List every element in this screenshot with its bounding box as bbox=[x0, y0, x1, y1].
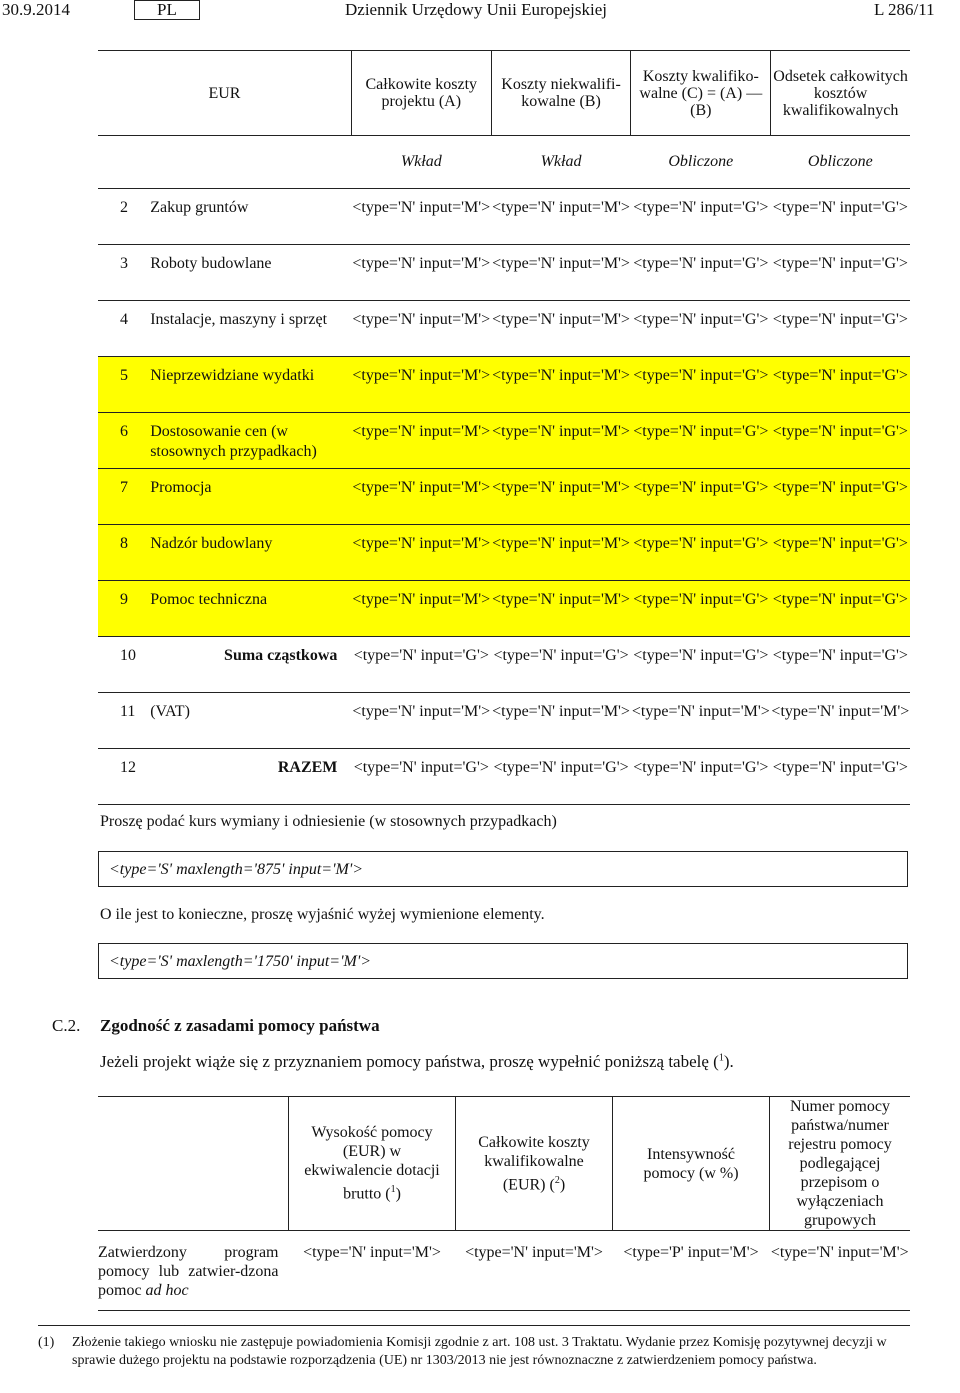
header-total-eligible: Całkowite koszty kwalifikowalne (EUR) ($^2$) bbox=[456, 1097, 613, 1231]
input-spec-cell[interactable]: <type='N' input='M'> bbox=[351, 357, 491, 413]
table-row bbox=[98, 749, 910, 805]
input-spec-cell[interactable]: <type='N' input='G'> bbox=[771, 413, 910, 469]
row-label: RAZEM bbox=[136, 749, 351, 805]
row-label: Nadzór budowlany bbox=[136, 525, 351, 581]
row-label: Roboty budowlane bbox=[136, 245, 351, 301]
input-spec-cell[interactable]: <type='N' input='M'> bbox=[491, 413, 631, 469]
costs-table bbox=[98, 50, 910, 805]
table-row bbox=[98, 581, 910, 637]
table-row bbox=[98, 469, 910, 525]
row-label: Zatwierdzony program pomocy lub zatwier-dzona pomoc ad hoc bbox=[98, 1231, 289, 1311]
table-row bbox=[98, 693, 910, 749]
table-row bbox=[98, 525, 910, 581]
state-aid-instruction: Jeżeli projekt wiąże się z przyznaniem pomocy państwa, proszę wypełnić poniższą tabelę ($^1$). bbox=[100, 1052, 734, 1071]
aid-intensity-field[interactable]: <type='P' input='M'> bbox=[613, 1231, 770, 1311]
row-number: 9 bbox=[98, 581, 136, 637]
input-spec-cell[interactable]: <type='N' input='G'> bbox=[631, 525, 771, 581]
header-eur: EUR bbox=[98, 51, 351, 136]
input-spec-cell[interactable]: <type='N' input='M'> bbox=[351, 301, 491, 357]
row-label: Dostosowanie cen (w stosownych przypadkach) bbox=[136, 413, 351, 469]
row-number: 12 bbox=[98, 749, 136, 805]
header-non-eligible: Koszty niekwalifi-kowalne (B) bbox=[491, 51, 631, 136]
footnote-mark: (1) bbox=[38, 1335, 55, 1350]
input-spec-cell[interactable]: <type='N' input='G'> bbox=[631, 301, 771, 357]
explanation-field[interactable]: <type='S' maxlength='1750' input='M'> bbox=[98, 943, 908, 979]
input-spec-cell[interactable]: <type='N' input='G'> bbox=[771, 301, 910, 357]
subheader-cell: Wkład bbox=[351, 136, 491, 189]
input-spec-cell[interactable]: <type='N' input='M'> bbox=[491, 469, 631, 525]
costs-table-subheader bbox=[98, 136, 910, 189]
explanation-prompt: O ile jest to konieczne, proszę wyjaśnić wyżej wymienione elementy. bbox=[100, 906, 545, 923]
input-spec-cell[interactable]: <type='N' input='M'> bbox=[351, 245, 491, 301]
input-spec-cell[interactable]: <type='N' input='G'> bbox=[491, 749, 631, 805]
input-spec-cell[interactable]: <type='N' input='G'> bbox=[631, 469, 771, 525]
input-spec-cell[interactable]: <type='N' input='G'> bbox=[771, 581, 910, 637]
header-eligible: Koszty kwalifiko-walne (C) = (A) — (B) bbox=[631, 51, 771, 136]
costs-table-header bbox=[98, 51, 910, 136]
total-eligible-field[interactable]: <type='N' input='M'> bbox=[456, 1231, 613, 1311]
subheader-cell: Wkład bbox=[491, 136, 631, 189]
header-percentage: Odsetek całkowitych kosztów kwalifikowalnych bbox=[771, 51, 910, 136]
input-spec-cell[interactable]: <type='N' input='M'> bbox=[351, 693, 491, 749]
input-spec-cell[interactable]: <type='N' input='M'> bbox=[491, 301, 631, 357]
table-row bbox=[98, 357, 910, 413]
row-number: 11 bbox=[98, 693, 136, 749]
input-spec-cell[interactable]: <type='N' input='M'> bbox=[491, 357, 631, 413]
input-spec-cell[interactable]: <type='N' input='G'> bbox=[631, 357, 771, 413]
table-row bbox=[98, 413, 910, 469]
input-spec-cell[interactable]: <type='N' input='M'> bbox=[351, 525, 491, 581]
input-spec-cell[interactable]: <type='N' input='G'> bbox=[631, 581, 771, 637]
input-spec-cell[interactable]: <type='N' input='M'> bbox=[491, 525, 631, 581]
row-label: Instalacje, maszyny i sprzęt bbox=[136, 301, 351, 357]
row-number: 8 bbox=[98, 525, 136, 581]
row-label: (VAT) bbox=[136, 693, 351, 749]
row-label: Promocja bbox=[136, 469, 351, 525]
aid-number-field[interactable]: <type='N' input='M'> bbox=[770, 1231, 911, 1311]
state-aid-header bbox=[98, 1097, 910, 1231]
row-label: Nieprzewidziane wydatki bbox=[136, 357, 351, 413]
row-label: Suma cząstkowa bbox=[136, 637, 351, 693]
section-number: C.2. bbox=[52, 1016, 81, 1035]
page-number: L 286/11 bbox=[874, 0, 935, 19]
input-spec-cell[interactable]: <type='N' input='G'> bbox=[351, 637, 491, 693]
header-total-costs: Całkowite koszty projektu (A) bbox=[351, 51, 491, 136]
input-spec-cell[interactable]: <type='N' input='G'> bbox=[771, 189, 910, 245]
header-date: 30.9.2014 bbox=[2, 0, 70, 19]
input-spec-cell[interactable]: <type='N' input='G'> bbox=[771, 469, 910, 525]
state-aid-table bbox=[98, 1096, 910, 1311]
input-spec-cell[interactable]: <type='N' input='M'> bbox=[351, 413, 491, 469]
footnote bbox=[38, 1325, 910, 1370]
row-label: Pomoc techniczna bbox=[136, 581, 351, 637]
aid-amount-field[interactable]: <type='N' input='M'> bbox=[289, 1231, 456, 1311]
input-spec-cell[interactable]: <type='N' input='M'> bbox=[351, 189, 491, 245]
input-spec-cell[interactable]: <type='N' input='G'> bbox=[631, 245, 771, 301]
row-number: 7 bbox=[98, 469, 136, 525]
header-aid-number: Numer pomocy państwa/numer rejestru pomocy podlegającej przepisom o wyłączeniach grupowych bbox=[770, 1097, 911, 1231]
input-spec-cell[interactable]: <type='N' input='M'> bbox=[491, 245, 631, 301]
journal-title: Dziennik Urzędowy Unii Europejskiej bbox=[345, 0, 608, 19]
row-number: 2 bbox=[98, 189, 136, 245]
section-title: Zgodność z zasadami pomocy państwa bbox=[100, 1016, 380, 1035]
row-number: 5 bbox=[98, 357, 136, 413]
table-row bbox=[98, 189, 910, 245]
input-spec-cell[interactable]: <type='N' input='M'> bbox=[351, 469, 491, 525]
input-spec-cell[interactable]: <type='N' input='M'> bbox=[491, 581, 631, 637]
row-label: Zakup gruntów bbox=[136, 189, 351, 245]
input-spec-cell[interactable]: <type='N' input='M'> bbox=[491, 693, 631, 749]
input-spec-cell[interactable]: <type='N' input='G'> bbox=[631, 413, 771, 469]
subheader-cell: Obliczone bbox=[631, 136, 771, 189]
table-row bbox=[98, 245, 910, 301]
header-aid-amount: Wysokość pomocy (EUR) w ekwiwalencie dotacji brutto ($^1$) bbox=[289, 1097, 456, 1231]
row-number: 10 bbox=[98, 637, 136, 693]
subheader-cell: Obliczone bbox=[771, 136, 910, 189]
section-heading bbox=[52, 1016, 380, 1036]
row-number: 4 bbox=[98, 301, 136, 357]
input-spec-cell[interactable]: <type='N' input='M'> bbox=[351, 581, 491, 637]
input-spec-cell[interactable]: <type='N' input='G'> bbox=[771, 749, 910, 805]
input-spec-cell[interactable]: <type='N' input='G'> bbox=[351, 749, 491, 805]
input-spec-cell[interactable]: <type='N' input='G'> bbox=[771, 357, 910, 413]
input-spec-cell[interactable]: <type='N' input='G'> bbox=[491, 637, 631, 693]
header-aid-intensity: Intensywność pomocy (w %) bbox=[613, 1097, 770, 1231]
row-number: 6 bbox=[98, 413, 136, 469]
input-spec-cell[interactable]: <type='N' input='G'> bbox=[771, 637, 910, 693]
exchange-rate-prompt: Proszę podać kurs wymiany i odniesienie (w stosownych przypadkach) bbox=[100, 813, 557, 830]
input-spec-cell[interactable]: <type='N' input='M'> bbox=[771, 693, 910, 749]
input-spec-cell[interactable]: <type='N' input='M'> bbox=[631, 693, 771, 749]
input-spec-cell[interactable]: <type='N' input='G'> bbox=[631, 189, 771, 245]
language-code: PL bbox=[134, 0, 200, 20]
table-row bbox=[98, 637, 910, 693]
state-aid-row bbox=[98, 1231, 910, 1311]
exchange-rate-field[interactable]: <type='S' maxlength='875' input='M'> bbox=[98, 851, 908, 887]
input-spec-cell[interactable]: <type='N' input='G'> bbox=[631, 749, 771, 805]
input-spec-cell[interactable]: <type='N' input='G'> bbox=[631, 637, 771, 693]
footnote-text: Złożenie takiego wniosku nie zastępuje powiadomienia Komisji zgodnie z art. 108 ust. 3 Traktatu. Wydanie przez Komisję pozytywnej decyzji w sprawie dużego projektu na podstawie rozporządzenia (UE) nr 1303/2013 nie jest równoznaczne z zatwierdzeniem pomocy państwa. bbox=[72, 1335, 887, 1368]
page-header bbox=[0, 0, 960, 24]
input-spec-cell[interactable]: <type='N' input='M'> bbox=[491, 189, 631, 245]
row-number: 3 bbox=[98, 245, 136, 301]
input-spec-cell[interactable]: <type='N' input='G'> bbox=[771, 245, 910, 301]
input-spec-cell[interactable]: <type='N' input='G'> bbox=[771, 525, 910, 581]
table-row bbox=[98, 301, 910, 357]
